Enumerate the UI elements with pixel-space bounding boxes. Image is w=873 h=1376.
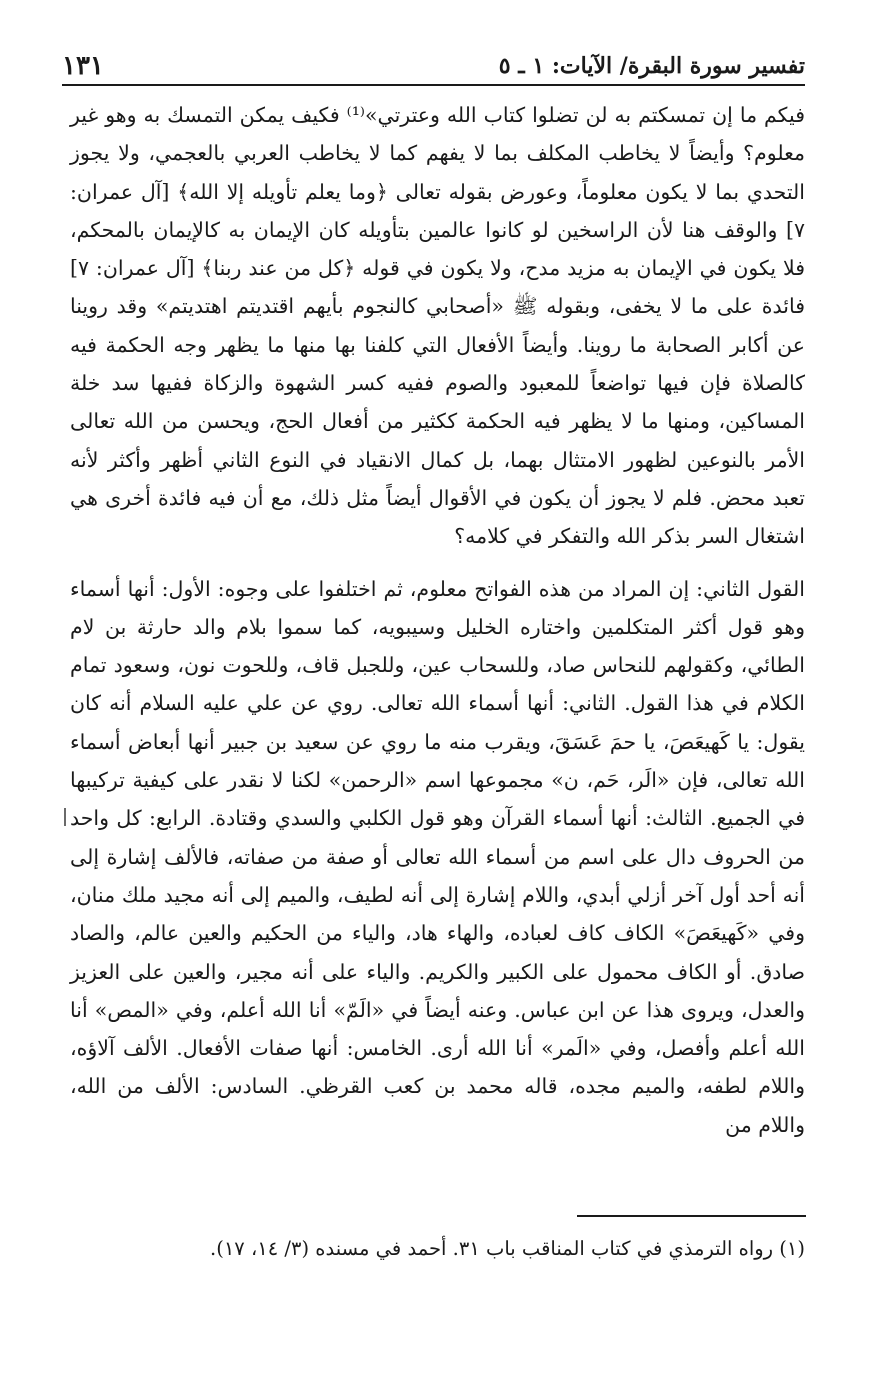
running-title: تفسير سورة البقرة/ الآيات: ١ ـ ٥ xyxy=(498,53,805,79)
page-header xyxy=(62,40,805,86)
main-text xyxy=(70,96,805,1144)
paragraph: القول الثاني: إن المراد من هذه الفواتح معلوم، ثم اختلفوا على وجوه: الأول: أنها أسماء وهو قول أكثر المتكلمين واختاره الخليل وسيبويه، كما سموا بلام والد حارثة بن لام الطائي، وكقولهم للنحاس صاد، وللسحاب عين، وللجبل قاف، وللحوت نون، وسعود تمام الكلام في هذا القول. الثاني: أنها أسماء الله تعالى. روي عن علي عليه السلام أنه كان يقول: يا كَهيعَصَ، يا حمَ عَسَقَ، ويقرب منه ما روي عن سعيد بن جبير أنها أبعاض أسماء الله تعالى، فإن «الَر، حَم، ن» مجموعها اسم «الرحمن» لكنا لا نقدر على كيفية تركيبها في الجميع. الثالث: أنها أسماء القرآن وهو قول الكلبي والسدي وقتادة. الرابع: كل واحد من الحروف دال على اسم من أسماء الله تعالى أو صفة من صفاته، فالألف إشارة إلى أنه أحد أول آخر أزلي أبدي، واللام إشارة إلى أنه لطيف، والميم إلى أنه مجيد ملك منان، وفي «كَهيعَصَ» الكاف كاف لعباده، والهاء هاد، والياء من الحكيم والعين عالم، والصاد صادق. أو الكاف محمول على الكبير والكريم. والياء على أنه مجير، والعين على العزيز والعدل، ويروى هذا عن ابن عباس. وعنه أيضاً في «الَمّ» أنا الله أعلم، وفي «المص» أنا الله أعلم وأفصل، وفي «الَمر» أنا الله أرى. الخامس: أنها صفات الأفعال. الألف آلاؤه، واللام لطفه، والميم مجده، قاله محمد بن كعب القرظي. السادس: الألف من الله، واللام من xyxy=(70,576,806,1137)
footnote-separator xyxy=(577,1215,806,1217)
margin-mark xyxy=(64,808,66,826)
paragraph: فيكم ما إن تمسكتم به لن تضلوا كتاب الله وعترتي»⁽¹⁾ فكيف يمكن التمسك به وهو غير معلوم؟ وأيضاً لا يخاطب المكلف بما لا يفهم كما لا يخاطب العربي بالعجمي، ولا يجوز التحدي بما لا يكون معلوماً، وعورض بقوله تعالى ﴿وما يعلم تأويله إلا الله﴾ [آل عمران: ٧] والوقف هنا لأن الراسخين لو كانوا عالمين بتأويله كان الإيمان به كالإيمان بالمحكم، فلا يكون في الإيمان به مزيد مدح، ولا يكون في قوله ﴿كل من عند ربنا﴾ [آل عمران: ٧] فائدة على ما لا يخفى، وبقوله ﷺ «أصحابي كالنجوم بأيهم اقتديتم اهتديتم» وقد روينا عن أكابر الصحابة ما روينا. وأيضاً الأفعال التي كلفنا بها منها ما يظهر وجه الحكمة فيه كالصلاة فإن فيها تواضعاً للمعبود والصوم ففيه كسر الشهوة والزكاة ففيها سد خلة المساكين، ومنها ما لا يظهر فيه الحكمة ككثير من أفعال الحج، ويحسن من الله تعالى الأمر بالنوعين لظهور الامتثال بهما، بل كمال الانقياد في النوع الثاني أظهر وأكثر لأنه تعبد محض. فلم لا يجوز أن يكون في الأقوال أيضاً مثل ذلك، مع أن فيه فائدة أخرى هي اشتغال السر بذكر الله والتفكر في كلامه؟ xyxy=(70,103,805,549)
page-number: ١٣١ xyxy=(62,51,104,81)
footnote: (١) رواه الترمذي في كتاب المناقب باب ٣١. أحمد في مسنده (٣/ ١٤، ١٧). xyxy=(210,1237,805,1260)
